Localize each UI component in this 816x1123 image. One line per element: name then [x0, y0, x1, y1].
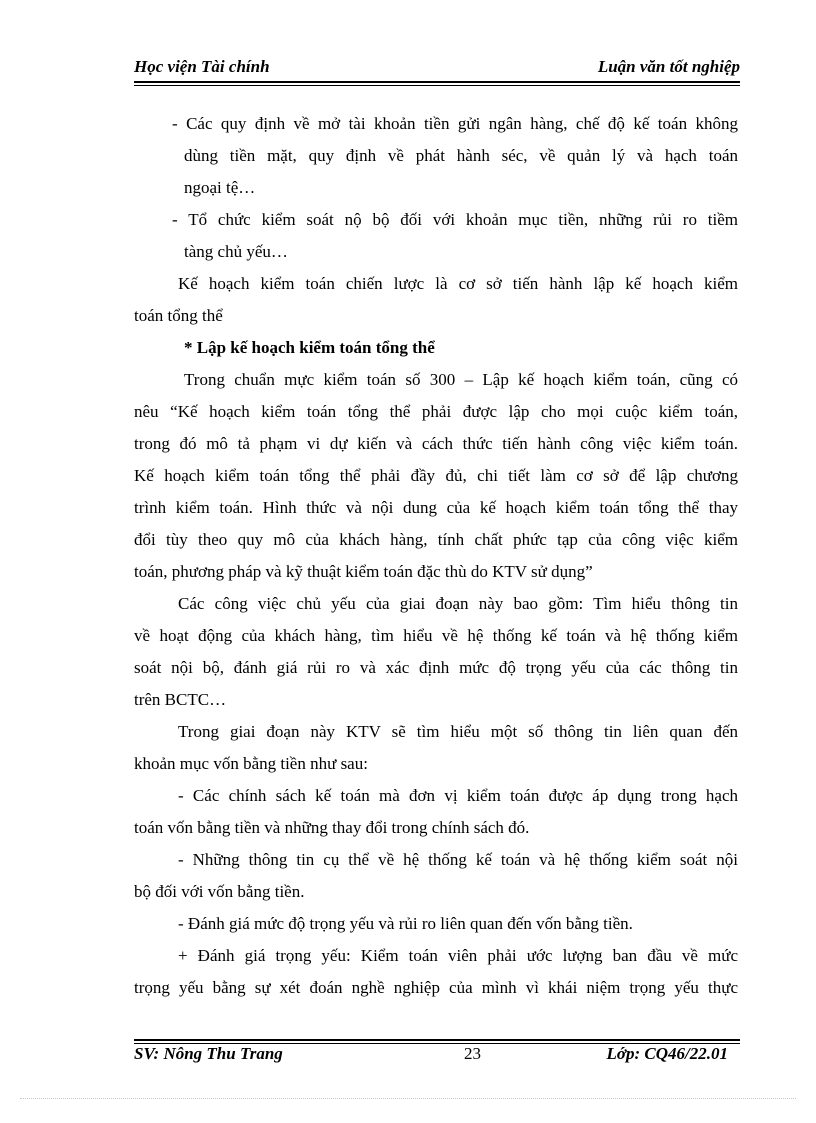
text-line: Các công việc chủ yếu của giai đoạn này bao gồm: Tìm hiểu thông tin — [178, 594, 738, 613]
header-rule — [134, 81, 740, 83]
text-line: Kế hoạch kiểm toán tổng thể phải đầy đủ, chi tiết làm cơ sở để lập chương — [134, 466, 738, 485]
footer-class: Lớp: CQ46/22.01 — [606, 1044, 728, 1063]
text-line: trình kiểm toán. Hình thức và nội dung của kế hoạch kiểm toán tổng thể thay — [134, 498, 738, 517]
footer-student: SV: Nông Thu Trang — [134, 1044, 283, 1063]
header-institution: Học viện Tài chính — [134, 57, 270, 76]
text-line: về hoạt động của khách hàng, tìm hiểu về hệ thống kế toán và hệ thống kiểm — [134, 626, 738, 645]
text-line: - Những thông tin cụ thể về hệ thống kế toán và hệ thống kiểm soát nội — [178, 850, 738, 869]
text-line: trên BCTC… — [134, 690, 227, 709]
text-line: nêu “Kế hoạch kiểm toán tổng thể phải được lập cho mọi cuộc kiểm toán, — [134, 402, 738, 421]
page-footer — [134, 1044, 740, 1068]
text-line: bộ đối với vốn bằng tiền. — [134, 882, 305, 901]
page-edge-divider — [20, 1098, 796, 1099]
text-line: ngoại tệ… — [184, 178, 256, 197]
text-line: Trong chuẩn mực kiểm toán số 300 – Lập kế hoạch kiểm toán, cũng có — [184, 370, 738, 389]
header-rule-thin — [134, 85, 740, 86]
text-line: - Các chính sách kế toán mà đơn vị kiểm toán được áp dụng trong hạch — [178, 786, 738, 805]
text-line: tàng chủ yếu… — [184, 242, 288, 261]
text-line: toán vốn bằng tiền và những thay đổi trong chính sách đó. — [134, 818, 530, 837]
text-line: Kế hoạch kiểm toán chiến lược là cơ sở tiến hành lập kế hoạch kiểm — [178, 274, 738, 293]
text-line: - Đánh giá mức độ trọng yếu và rủi ro liên quan đến vốn bằng tiền. — [178, 914, 633, 933]
header-doc-type: Luận văn tốt nghiệp — [597, 57, 740, 76]
text-line: Trong giai đoạn này KTV sẽ tìm hiểu một số thông tin liên quan đến — [178, 722, 738, 741]
text-line: trong đó mô tả phạm vi dự kiến và cách thức tiến hành công việc kiểm toán. — [134, 434, 738, 453]
page-header — [134, 57, 740, 81]
text-line: đổi tùy theo quy mô của khách hàng, tính chất phức tạp của công việc kiểm — [134, 530, 738, 549]
footer-rule — [134, 1039, 740, 1041]
text-line: khoản mục vốn bằng tiền như sau: — [134, 754, 368, 773]
text-line: toán, phương pháp và kỹ thuật kiểm toán đặc thù do KTV sử dụng” — [134, 562, 593, 581]
text-line: dùng tiền mặt, quy định về phát hành séc, về quản lý và hạch toán — [184, 146, 738, 165]
text-line: - Các quy định về mở tài khoản tiền gửi ngân hàng, chế độ kế toán không — [172, 114, 738, 133]
text-line: + Đánh giá trọng yếu: Kiểm toán viên phải ước lượng ban đầu về mức — [178, 946, 738, 965]
text-line: toán tổng thể — [134, 306, 223, 325]
page-number: 23 — [464, 1044, 481, 1063]
text-line: soát nội bộ, đánh giá rủi ro và xác định mức độ trọng yếu của các thông tin — [134, 658, 738, 677]
text-line: trọng yếu bằng sự xét đoán nghề nghiệp của mình vì khái niệm trọng yếu thực — [134, 978, 738, 997]
text-line: - Tổ chức kiểm soát nộ bộ đối với khoản mục tiền, những rủi ro tiềm — [172, 210, 738, 229]
section-heading: * Lập kế hoạch kiểm toán tổng thể — [184, 338, 435, 357]
